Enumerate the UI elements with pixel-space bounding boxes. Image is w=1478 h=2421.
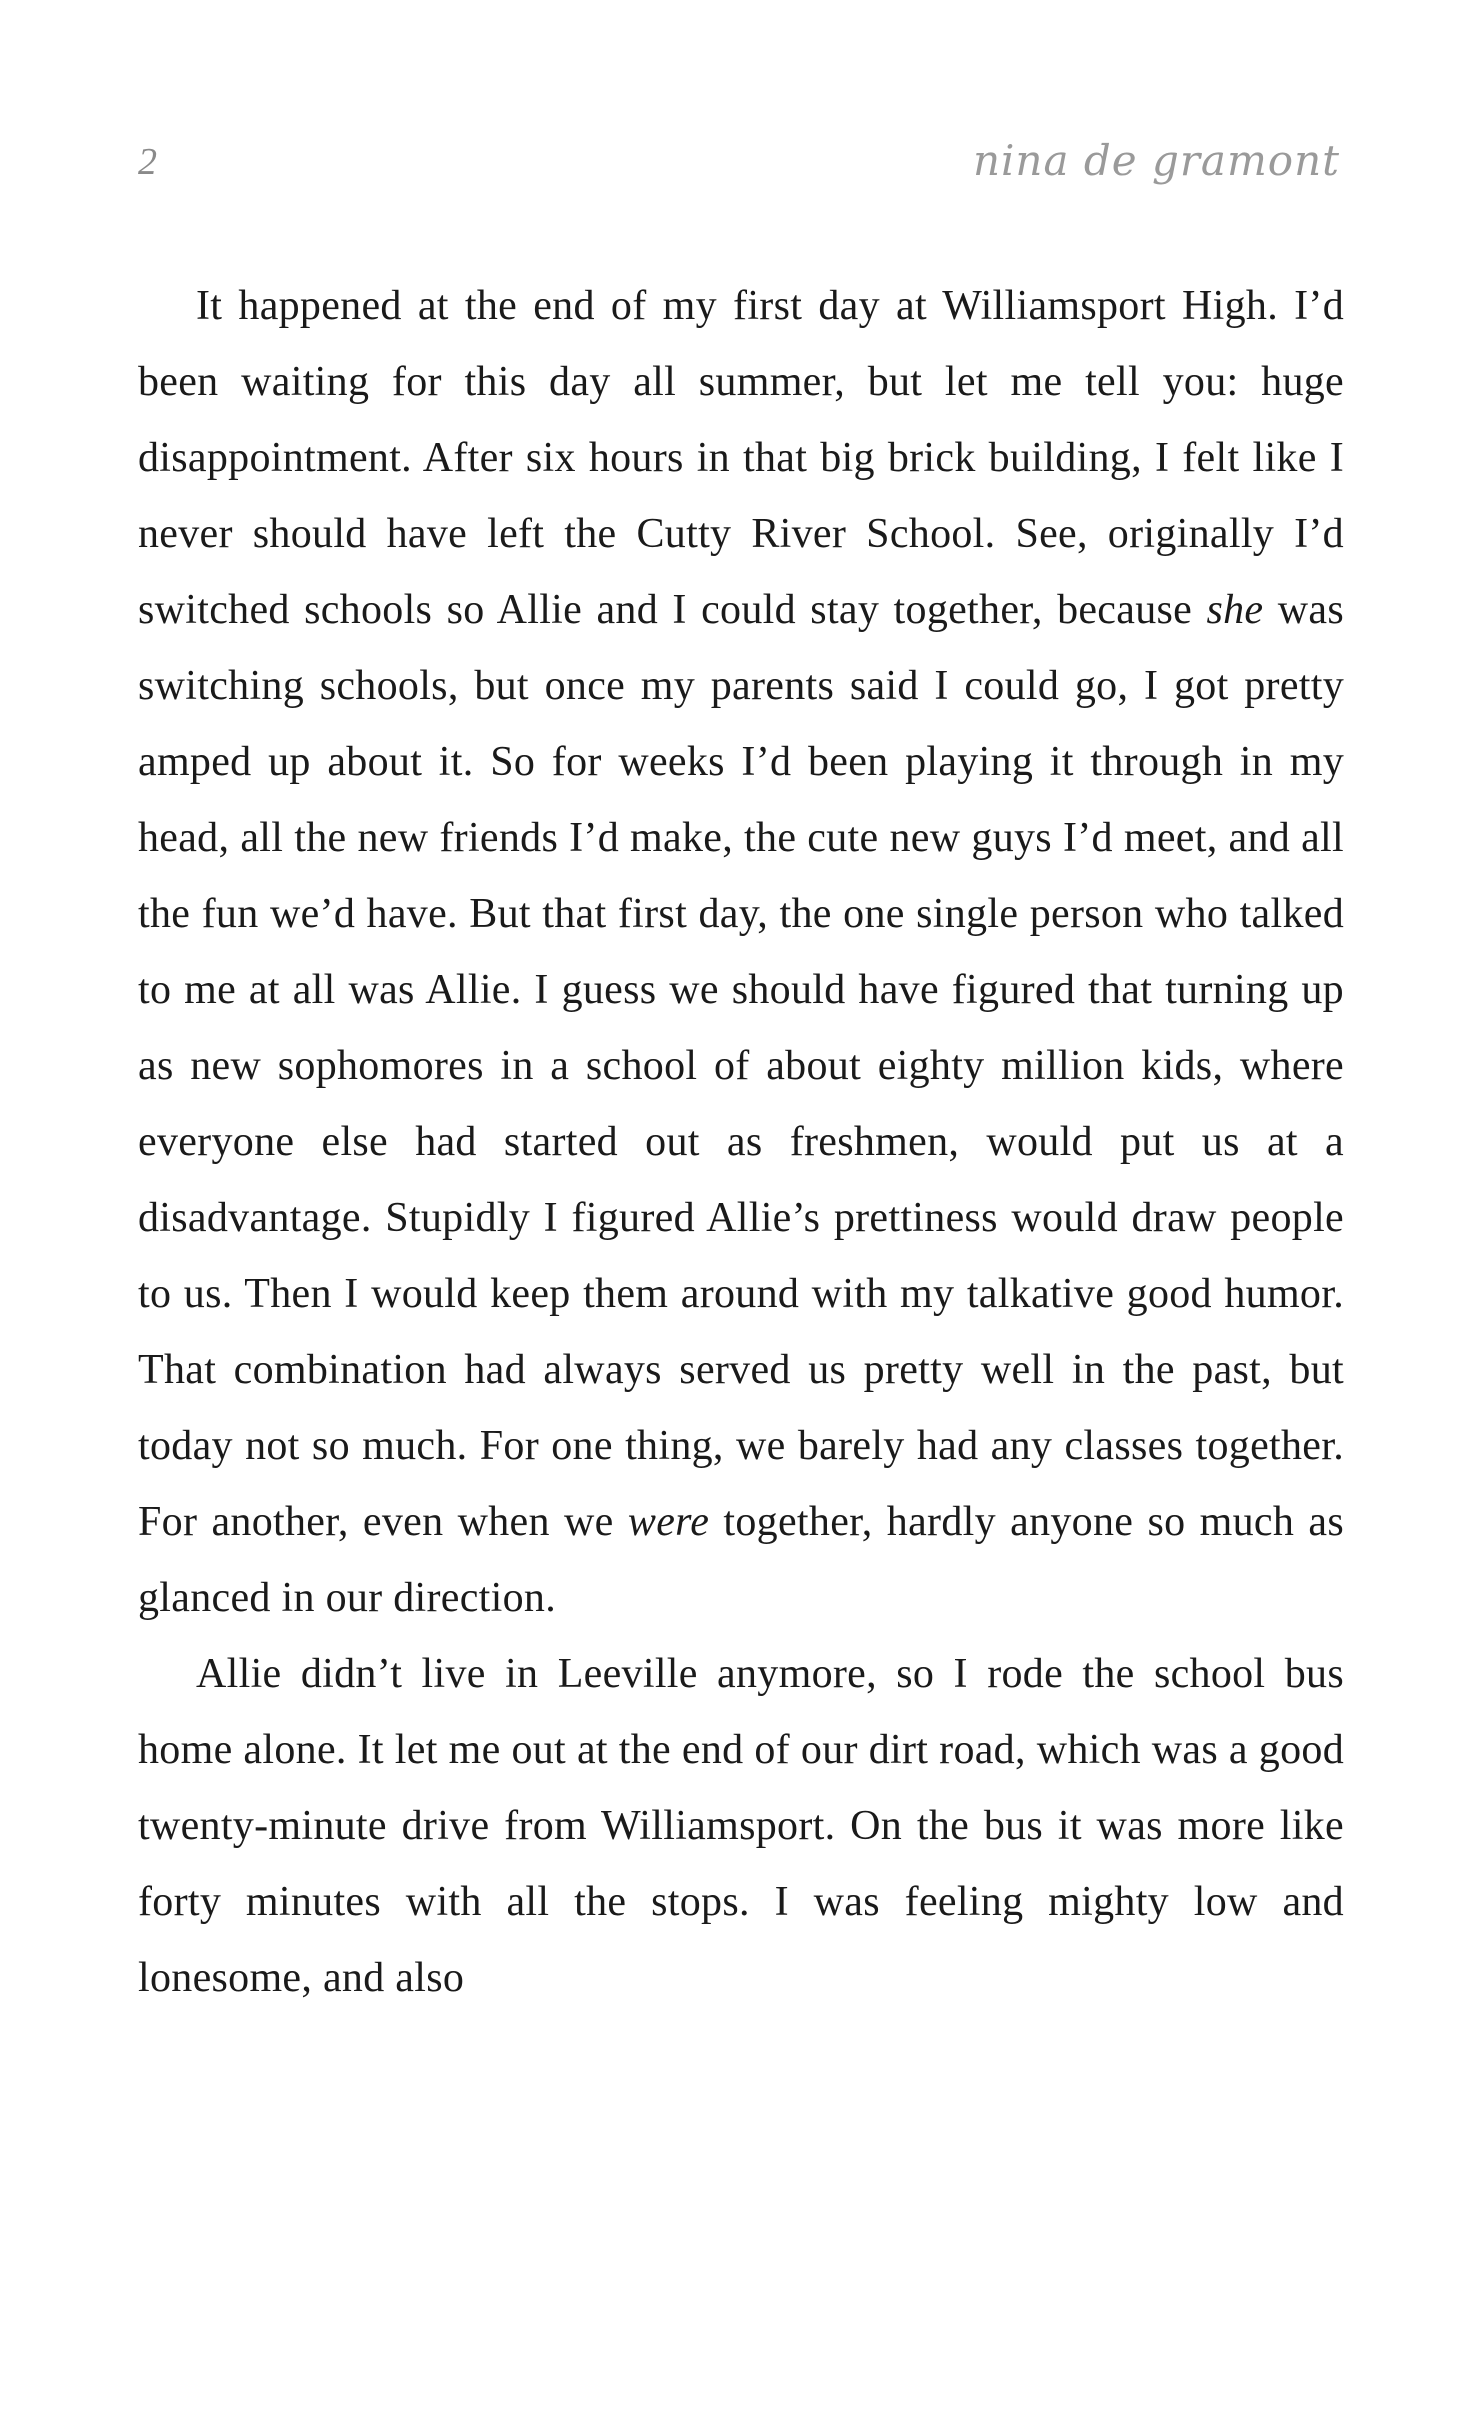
text-segment: Allie didn’t live in Leeville anymore, so I rode the school bus home alone. It let me out at the end of our dirt road, which was a good twenty-minute drive from Williamsport. On the bus it was more like forty minutes with all the stops. I was feeling mighty low and lonesome, and also — [138, 1651, 1344, 2001]
emphasis-text: she — [1206, 587, 1264, 633]
text-segment: together, hardly anyone so much as glanced in our direction. — [138, 1499, 1344, 1621]
running-head — [138, 136, 1340, 200]
text-segment: was switching schools, but once my parents said I could go, I got pretty amped up about it. So for weeks I’d been playing it through in my head, all the new friends I’d make, the cute new guys I’d meet, and all the fun we’d have. But that first day, the one single person who talked to me at all was Allie. I guess we should have figured that turning up as new sophomores in a school of about eighty million kids, where everyone else had started out as freshmen, would put us at a disadvantage. Stupidly I figured Allie’s prettiness would draw people to us. Then I would keep them around with my talkative good humor. That combination had always served us pretty well in the past, but today not so much. For one thing, we barely had any classes together. For another, even when we — [138, 587, 1344, 1545]
emphasis-text: were — [627, 1499, 710, 1545]
body-text — [138, 268, 1344, 2016]
author-name: nina de gramont — [972, 136, 1340, 185]
page-number: 2 — [138, 141, 157, 183]
paragraph-1 — [138, 268, 1344, 1636]
paragraph-2 — [138, 1636, 1344, 2016]
text-segment: It happened at the end of my first day at Williamsport High. I’d been waiting for this day all summer, but let me tell you: huge disappointment. After six hours in that big brick building, I felt like I never should have left the Cutty River School. See, originally I’d switched schools so Allie and I could stay together, because — [138, 283, 1344, 633]
